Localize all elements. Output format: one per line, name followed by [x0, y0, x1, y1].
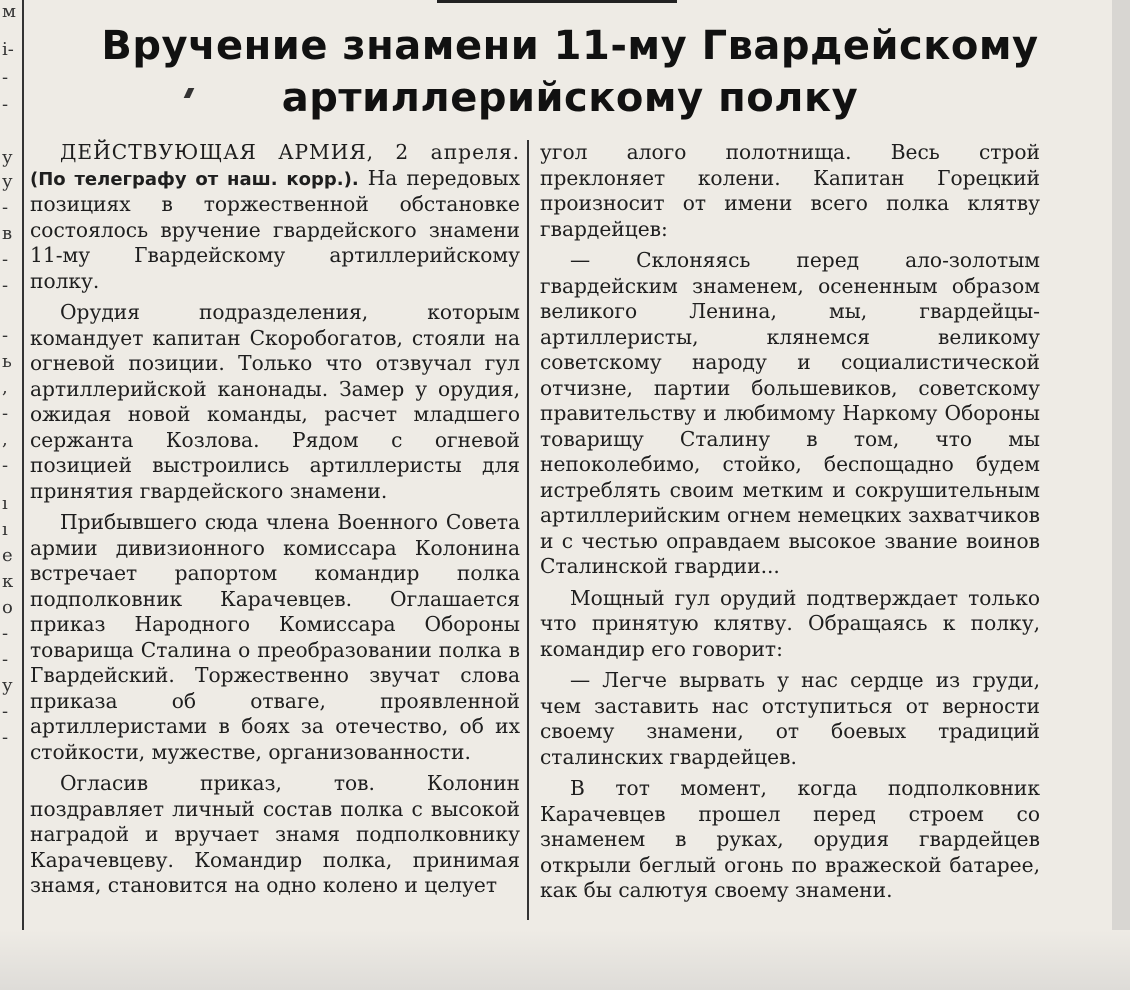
- article-paragraph: — Склоняясь перед ало-золотым гвардейским знаменем, осененным образом великого Ленина, мы, гвардейцы-артиллеристы, клянемся великому советскому народу и социалистической отчизне, партии большевиков, советскому правительству и любимому Наркому Обороны товарищу Сталину в том, что мы непоколебимо, стойко, беспощадно будем истреблять своим метким и сокрушительным артиллерийским огнем немецких захватчиков и с честью оправдаем высокое звание воинов Сталинской гвардии...: [540, 248, 1040, 578]
- margin-fragment: -: [2, 249, 9, 270]
- page-bottom-margin: [0, 930, 1130, 990]
- top-rule: [437, 0, 677, 3]
- margin-fragment: в: [2, 223, 13, 244]
- margin-fragment: ı: [2, 519, 8, 540]
- margin-fragment: -: [2, 701, 9, 722]
- column-rule: [527, 140, 529, 920]
- left-column-fragment: [2, 0, 16, 930]
- article-paragraph: Прибывшего сюда члена Военного Совета армии дивизионного комиссара Колонина встречает рапортом командир полка подполковник Карачевцев. Оглашается приказ Народного Комиссара Обороны товарища Сталина о преобразовании полка в Гвардейский. Торжественно звучат слова приказа об отваге, проявленной артиллеристами в боях за отечество, об их стойкости, мужестве, организованности.: [30, 510, 520, 764]
- page-edge: [1112, 0, 1130, 990]
- margin-fragment: -: [2, 67, 9, 88]
- margin-fragment: -: [2, 623, 9, 644]
- margin-fragment: ,: [2, 377, 8, 398]
- margin-fragment: -: [2, 197, 9, 218]
- article-paragraph: Орудия подразделения, которым командует капитан Скоробогатов, стояли на огневой позиции. Только что отзвучал гул артиллерийской канонады. Замер у орудия, ожидая новой команды, расчет младшего сержанта Козлова. Рядом с огневой позицией выстроились артиллеристы для принятия гвардейского знамени.: [30, 300, 520, 503]
- margin-fragment: ь: [2, 351, 12, 372]
- margin-fragment: м: [2, 1, 17, 22]
- margin-fragment: е: [2, 545, 13, 566]
- article-column-1: [30, 140, 520, 905]
- margin-fragment: -: [2, 94, 9, 115]
- margin-fragment: -: [2, 727, 9, 748]
- margin-fragment: о: [2, 597, 13, 618]
- paragraph-text: На передовых позициях в торжественной обстановке состоялось вручение гвардейского знамени 11-му Гвардейскому артиллерийскому полку.: [30, 165, 520, 293]
- article-headline: [40, 20, 1100, 124]
- margin-fragment: ,: [2, 429, 8, 450]
- article-column-2: [540, 140, 1040, 910]
- margin-fragment: -: [2, 649, 9, 670]
- article-paragraph: В тот момент, когда подполковник Карачевцев прошел перед строем со знаменем в руках, орудия гвардейцев открыли беглый огонь по вражеской батарее, как бы салютуя своему знамени.: [540, 776, 1040, 902]
- margin-fragment: ı: [2, 493, 8, 514]
- margin-fragment: к: [2, 571, 14, 592]
- article-paragraph: Мощный гул орудий подтверждает только что принятую клятву. Обращаясь к полку, командир его говорит:: [540, 585, 1040, 661]
- margin-fragment: i-: [2, 39, 14, 60]
- margin-fragment: у: [2, 675, 13, 696]
- dateline: ДЕЙСТВУЮЩАЯ АРМИЯ, 2 апреля.: [60, 140, 520, 164]
- headline-line-2: артиллерийскому полку: [281, 75, 859, 121]
- margin-fragment: -: [2, 275, 9, 296]
- article-paragraph: Огласив приказ, тов. Колонин поздравляет личный состав полка с высокой наградой и вручает знамя подполковнику Карачевцеву. Командир полка, принимая знамя, становится на одно колено и целует: [30, 771, 520, 897]
- column-rule-left: [22, 0, 24, 930]
- margin-fragment: -: [2, 455, 9, 476]
- article-paragraph: [30, 140, 520, 294]
- headline-line-1: Вручение знамени 11-му Гвардейскому: [101, 23, 1039, 69]
- byline: (По телеграфу от наш. корр.).: [30, 168, 359, 190]
- margin-fragment: -: [2, 325, 9, 346]
- margin-fragment: у: [2, 171, 13, 192]
- margin-fragment: -: [2, 403, 9, 424]
- article-paragraph: — Легче вырвать у нас сердце из груди, чем заставить нас отступиться от верности своему знамени, от боевых традиций сталинских гвардейцев.: [540, 668, 1040, 769]
- margin-fragment: у: [2, 147, 13, 168]
- article-paragraph: угол алого полотнища. Весь строй преклоняет колени. Капитан Горецкий произносит от имени всего полка клятву гвардейцев:: [540, 140, 1040, 241]
